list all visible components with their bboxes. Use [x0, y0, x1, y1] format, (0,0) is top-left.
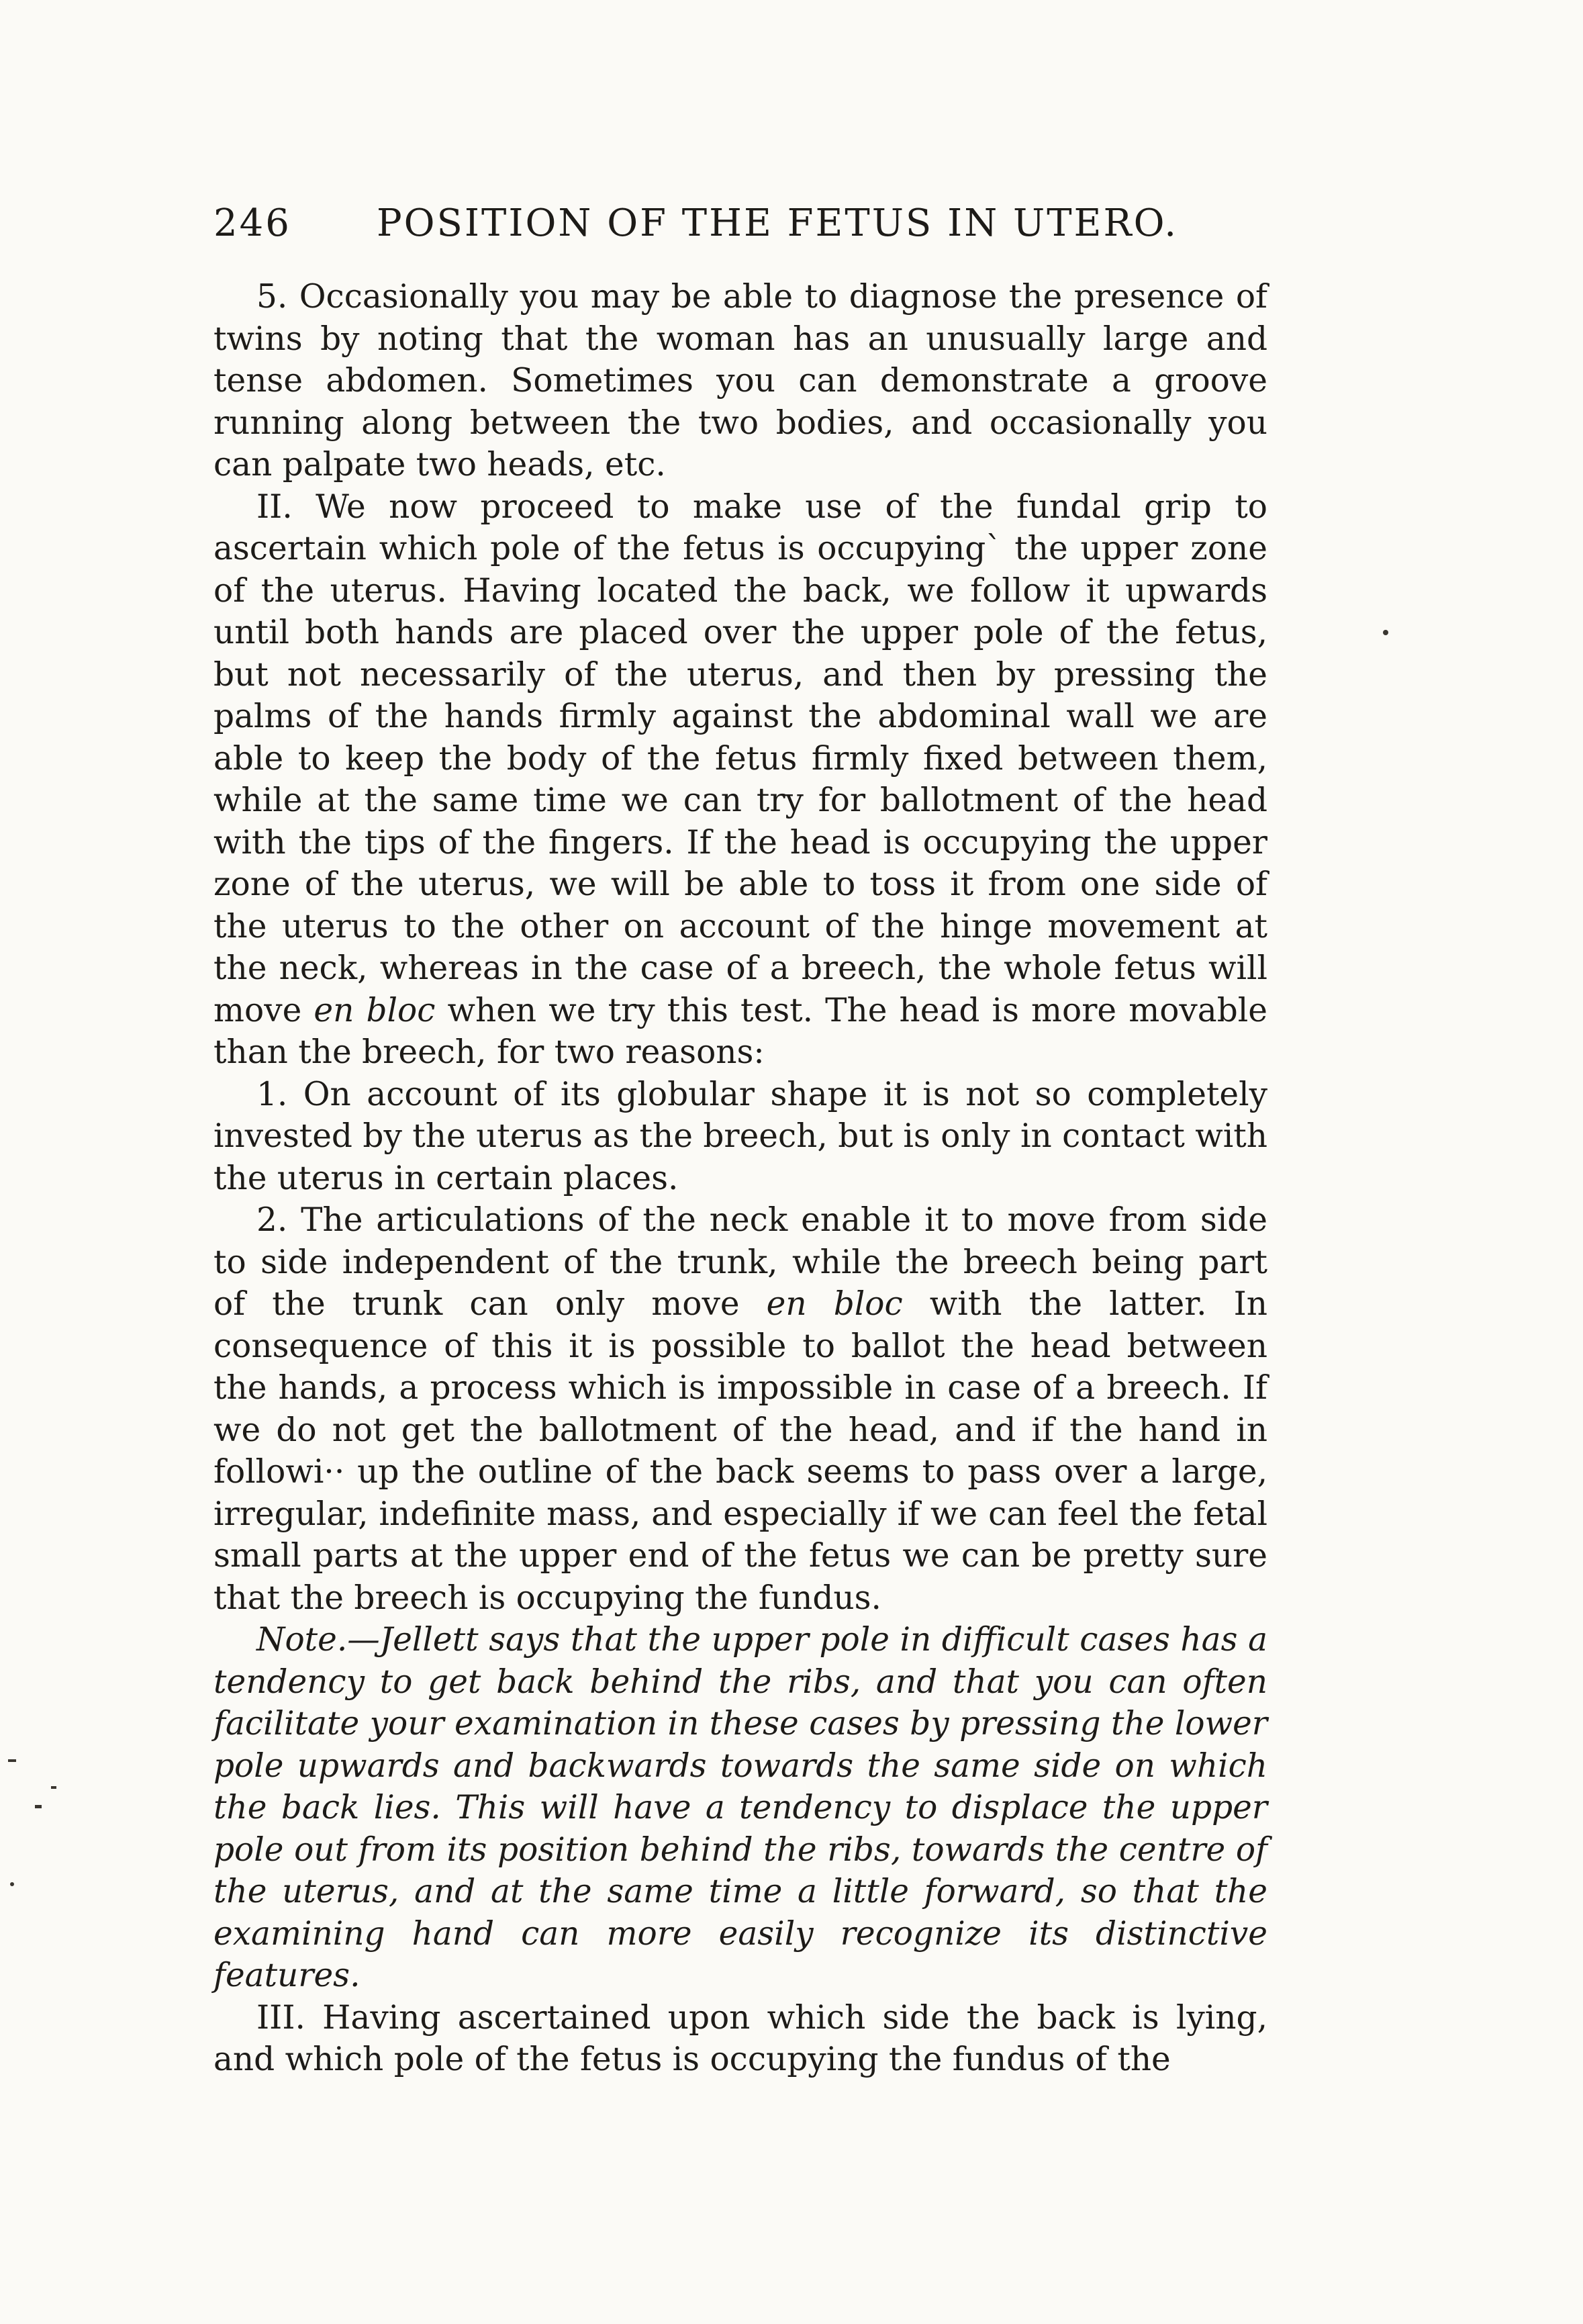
- paragraph-fundal-grip-text-a: II. We now proceed to make use of the fundal grip to ascertain which pole of the fetus is occupying` the upper zone of the uterus. Having located the back, we follow it upwards until both hands are placed over the upper pole of the fetus, but not necessarily of the uterus, and then by pressing the palms of the hands firmly against the abdominal wall we are able to keep the body of the fetus firmly fixed between them, while at the same time we can try for ballotment of the head with the tips of the fingers. If the head is occupying the upper zone of the uterus, we will be able to toss it from one side of the uterus to the other on account of the hinge movement at the neck, whereas in the case of a breech, the whole fetus will move: [213, 487, 1267, 1029]
- italic-en-bloc: en bloc: [314, 991, 436, 1029]
- speck-left-margin-4: [10, 1882, 14, 1886]
- note-label: Note.: [256, 1621, 348, 1659]
- italic-en-bloc: en bloc: [766, 1285, 903, 1323]
- paragraph-reason-1: 1. On account of its globular shape it is not so completely invested by the uterus as the breech, but is only in contact with the uterus in certain places.: [213, 1075, 1267, 1197]
- speck-left-margin-1: [8, 1759, 16, 1762]
- paragraph-fundal-grip-text-b: when we try this test. The head is more movable than the breech, for two reasons:: [213, 991, 1267, 1071]
- paragraph-step-three: III. Having ascertained upon which side the back is lying, and which pole of the fetus is occupying the fundus of the: [213, 1998, 1267, 2078]
- speck-left-margin-2: [51, 1786, 56, 1789]
- book-page: [213, 201, 1267, 2081]
- page-header: [213, 201, 1267, 245]
- paragraph-note: [213, 1619, 1267, 1997]
- running-head: POSITION OF THE FETUS IN UTERO.: [376, 201, 1179, 245]
- paragraph-fundal-grip: [213, 486, 1267, 1074]
- page-body: [213, 276, 1267, 2081]
- paragraph-reason-2-text-b: with the latter. In consequence of this it is possible to ballot the head between the hands, a process which is impossible in case of a breech. If we do not get the ballotment of the head, and if the hand in followi·· up the outline of the back seems to pass over a large, irregular, indefinite mass, and especially if we can feel the fetal small parts at the upper end of the fetus we can be pretty sure that the breech is occupying the fundus.: [213, 1285, 1267, 1617]
- paragraph-reason-2-text-a: 2. The articulations of the neck enable it to move from side to side independent of the trunk, while the breech being part of the trunk can only move: [213, 1201, 1267, 1323]
- speck-right-margin: [1383, 630, 1388, 635]
- paragraph-reason-2: [213, 1199, 1267, 1619]
- note-text: —Jellett says that the upper pole in difficult cases has a tendency to get back behind the ribs, and that you can often facilitate your examination in these cases by pressing the lower pole upwards and backwards towards the same side on which the back lies. This will have a tendency to displace the upper pole out from its position behind the ribs, towards the centre of the uterus, and at the same time a little forward, so that the examining hand can more easily recognize its distinctive features.: [213, 1621, 1267, 1994]
- page-number: 246: [213, 201, 291, 245]
- speck-left-margin-3: [35, 1805, 42, 1808]
- paragraph-twins: 5. Occasionally you may be able to diagnose the presence of twins by noting that the woman has an unusually large and tense abdomen. Sometimes you can demonstrate a groove running along between the two bodies, and occasionally you can palpate two heads, etc.: [213, 278, 1267, 483]
